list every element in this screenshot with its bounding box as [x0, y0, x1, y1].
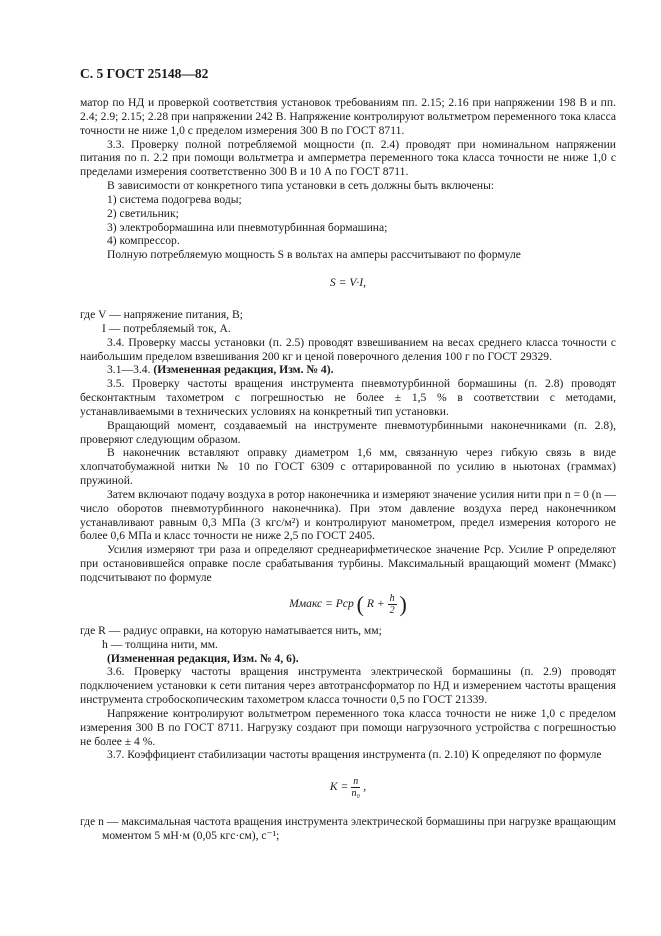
paragraph-3-5: 3.5. Проверку частоты вращения инструмента пневмотурбинной бормашины (п. 2.8) проводят бесконтактным тахометром с погрешностью не более ± 1,5 % в соответствии с методами, устанавливаемыми в технических условиях на конкретный тип установки. — [80, 377, 616, 418]
where-current: I — потребляемый ток, А. — [102, 321, 231, 335]
paren-close: ) — [399, 591, 407, 617]
paragraph-voltage-control: Напряжение контролируют вольтметром переменного тока класса точности не ниже 1,0 с пределом измерения 300 В по ГОСТ 8711. Нагрузку создают при помощи нагрузочного устройства с погрешностью не более ± 4 %. — [80, 706, 616, 748]
list-item: 4) компрессор. — [107, 234, 180, 248]
paragraph-power-formula-intro: Полную потребляемую мощность S в вольтах на амперы рассчитывают по формуле — [107, 248, 521, 262]
fraction-n-n0 — [351, 776, 360, 799]
paragraph-continuation: матор по НД и проверкой соответствия установок требованиям пп. 2.15; 2.16 при напряжении 198 В и пп. 2.4; 2.9; 2.15; 2.28 при напряжении 242 В. Напряжение контролируют вольтметром переменного тока класса точности не ниже 1,0 с пределом измерения 300 В по ГОСТ 8711. — [80, 96, 616, 137]
fraction-denominator: n₀ — [351, 788, 361, 800]
formula-power: S = V·I, — [329, 276, 367, 290]
document-body — [80, 96, 616, 843]
where-radius: где R — радиус оправки, на которую наматывается нить, мм; — [80, 623, 382, 637]
list-item: 2) светильник; — [107, 206, 179, 220]
list-item: 1) система подогрева воды; — [107, 192, 242, 206]
fraction-numerator: n — [353, 776, 359, 788]
paragraph-air-supply: Затем включают подачу воздуха в ротор наконечника и измеряют значение усилия нити при n = 0 (n — число оборотов пневмотурбинного наконечника). При этом давление воздуха перед наконечником устанавливают равным 0,3 МПа (3 кгс/м²) и контролируют манометром, предел измерения которого не более 0,6 МПа и класс точности не ниже 2,5 по ГОСТ 2405. — [80, 487, 616, 543]
formula-stabilization — [80, 776, 616, 799]
where-thickness: h — толщина нити, мм. — [102, 637, 218, 651]
edition-ref: 3.1—3.4. — [107, 363, 151, 377]
paragraph-force-measure: Усилия измеряют три раза и определяют среднеарифметическое значение Pср. Усилие P определяют при остановившейся оправке после срабатывания турбины. Максимальный вращающий момент (Mмакс) подсчитывают по формуле — [80, 543, 616, 584]
paren-open: ( — [356, 591, 364, 617]
fraction-h-2 — [388, 593, 397, 616]
edition-note-4-6: (Измененная редакция, Изм. № 4, 6). — [107, 651, 299, 665]
paragraph-components-intro: В зависимости от конкретного типа установки в сеть должны быть включены: — [107, 179, 495, 193]
formula-max-torque — [80, 593, 616, 616]
fraction-numerator: h — [389, 592, 395, 604]
formula-tail: , — [363, 780, 367, 794]
edition-note: (Измененная редакция, Изм. № 4). — [153, 363, 334, 377]
paragraph-mandrel: В наконечник вставляют оправку диаметром 1,6 мм, связанную через гибкую связь в виде хлопчатобумажной нитки № 10 по ГОСТ 6309 с оттарированной по усилию в ньютонах (граммах) пружиной. — [80, 446, 616, 488]
formula-k-lhs: K = — [329, 780, 349, 794]
paragraph-torque-intro: Вращающий момент, создаваемый на инструменте пневмотурбинными наконечниками (п. 2.8), проверяют следующим образом. — [80, 418, 616, 446]
formula-lhs: Mмакс = Pср — [289, 597, 354, 610]
paragraph-3-4: 3.4. Проверку массы установки (п. 2.5) проводят взвешиванием на весах среднего класса точности с наибольшим пределом взвешивания 200 кг и ценой поверочного деления 100 г по ГОСТ 29329. — [80, 335, 616, 363]
where-voltage: где V — напряжение питания, В; — [80, 307, 243, 321]
where-frequency: где n — максимальная частота вращения инструмента электрической бормашины при нагрузке вращающим моментом 5 мН·м (0,05 кгс·см), с⁻¹; — [80, 815, 616, 843]
paragraph-3-7: 3.7. Коэффициент стабилизации частоты вращения инструмента (п. 2.10) K определяют по формуле — [107, 748, 602, 762]
paragraph-3-6: 3.6. Проверку частоты вращения инструмента электрической бормашины (п. 2.9) проводят подключением установки к сети питания через автотрансформатор по НД и измерением частоты вращения инструмента стробоскопическим тахометром класса точности 0,5 по ГОСТ 21339. — [80, 665, 616, 707]
list-item: 3) электробормашина или пневмотурбинная бормашина; — [107, 220, 388, 234]
paragraph-3-3: 3.3. Проверку полной потребляемой мощности (п. 2.4) проводят при номинальном напряжении питания по п. 2.2 при помощи вольтметра и амперметра переменного тока класса точности не ниже 1,0 с пределами измерения соответственно 300 В и 10 А по ГОСТ 8711. — [80, 137, 616, 179]
page-header: С. 5 ГОСТ 25148—82 — [80, 66, 209, 81]
formula-r: R + — [366, 597, 385, 610]
edition-note-3-1-3-4 — [80, 363, 616, 377]
fraction-denominator: 2 — [389, 604, 395, 616]
components-list — [80, 193, 616, 248]
